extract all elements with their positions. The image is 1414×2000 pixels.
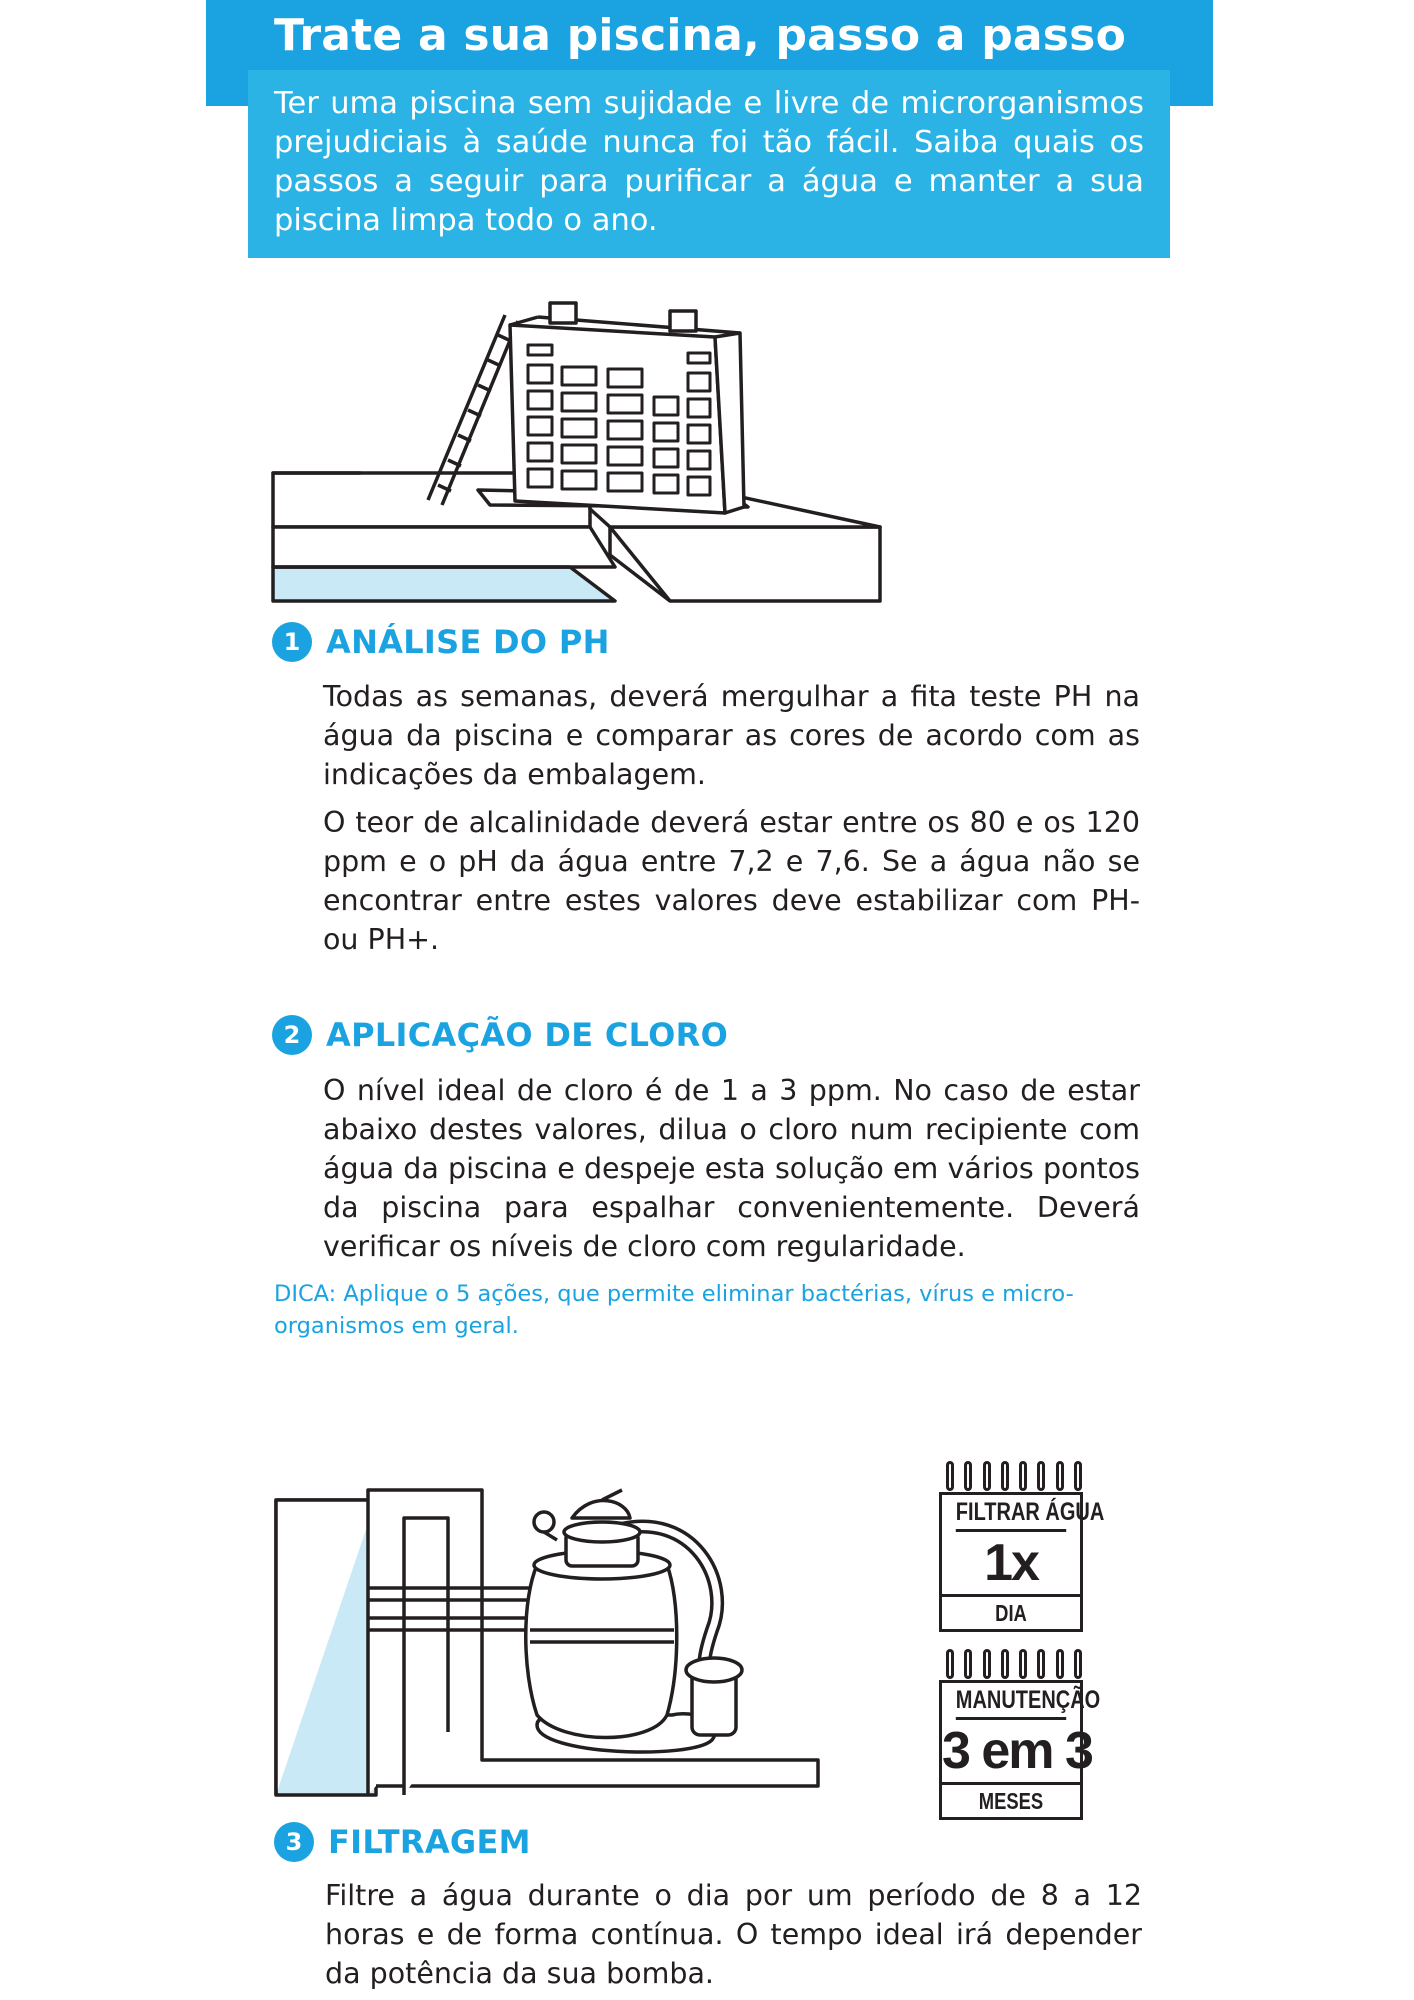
- step-1-paragraph-1: Todas as semanas, deverá mergulhar a fita teste PH na água da piscina e comparar as cores de acordo com as indicações da embalagem.: [323, 680, 1140, 791]
- calendar-rings: [946, 1461, 1082, 1495]
- page-title: Trate a sua piscina, passo a passo: [274, 10, 1126, 61]
- pool-water: [273, 567, 615, 601]
- step-2-heading: [272, 1015, 728, 1055]
- valve-handle: [572, 1501, 630, 1518]
- step-2-tip: DICA: Aplique o 5 ações, que permite eliminar bactérias, vírus e micro-organismos em geral.: [274, 1281, 1074, 1339]
- calendar-maintenance: [939, 1680, 1101, 1820]
- step-1-title: ANÁLISE DO PH: [326, 623, 610, 661]
- step-1-paragraph-2: O teor de alcalinidade deverá estar entre os 80 e os 120 ppm e o pH da água entre 7,2 e 7,6. Se a água não se encontrar entre estes valores deve estabilizar com PH- ou PH+.: [323, 806, 1140, 956]
- step-2-number: 2: [272, 1015, 312, 1055]
- step-1-number: 1: [272, 622, 312, 662]
- ph-chart-pool-illustration: [270, 295, 890, 615]
- step-3-number: 3: [274, 1822, 314, 1862]
- pressure-gauge: [534, 1512, 554, 1532]
- calendar-filter-water: [939, 1492, 1105, 1632]
- calendar-rings: [946, 1649, 1082, 1683]
- chart-post-right: [670, 311, 696, 331]
- calendar-maintenance-value: 3 em 3: [942, 1720, 1080, 1785]
- filter-pump-illustration: [272, 1470, 832, 1800]
- deck-step: [610, 527, 880, 601]
- intro-box: [248, 70, 1170, 258]
- calendar-filter-label: FILTRAR ÁGUA: [956, 1495, 1066, 1532]
- calendar-maintenance-label: MANUTENÇÃO: [956, 1683, 1066, 1720]
- step-3-heading: [274, 1822, 531, 1862]
- calendar-maintenance-unit: MESES: [978, 1788, 1044, 1814]
- calendar-filter-value: 1x: [942, 1532, 1080, 1597]
- intro-text: Ter uma piscina sem sujidade e livre de microrganismos prejudiciais à saúde nunca foi tão fácil. Saiba quais os passos a seguir para purificar a água e manter a sua piscina limpa todo o ano.: [274, 86, 1144, 238]
- deck-side: [273, 527, 615, 567]
- step-3-paragraph-1: Filtre a água durante o dia por um período de 8 a 12 horas e de forma contínua. O tempo ideal irá depender da potência da sua bomba.: [325, 1879, 1142, 1990]
- step-2-paragraph-1: O nível ideal de cloro é de 1 a 3 ppm. No caso de estar abaixo destes valores, dilua o cloro num recipiente com água da piscina e despeje esta solução em vários pontos da piscina para espalhar convenientemente. Deverá verificar os níveis de cloro com regularidade.: [323, 1074, 1140, 1263]
- filter-tank: [526, 1565, 677, 1738]
- step-2-title: APLICAÇÃO DE CLORO: [326, 1016, 729, 1054]
- chart-post-left: [550, 303, 576, 323]
- calendar-filter-unit: DIA: [995, 1600, 1027, 1626]
- step-3-title: FILTRAGEM: [328, 1823, 531, 1861]
- step-1-heading: [272, 622, 610, 662]
